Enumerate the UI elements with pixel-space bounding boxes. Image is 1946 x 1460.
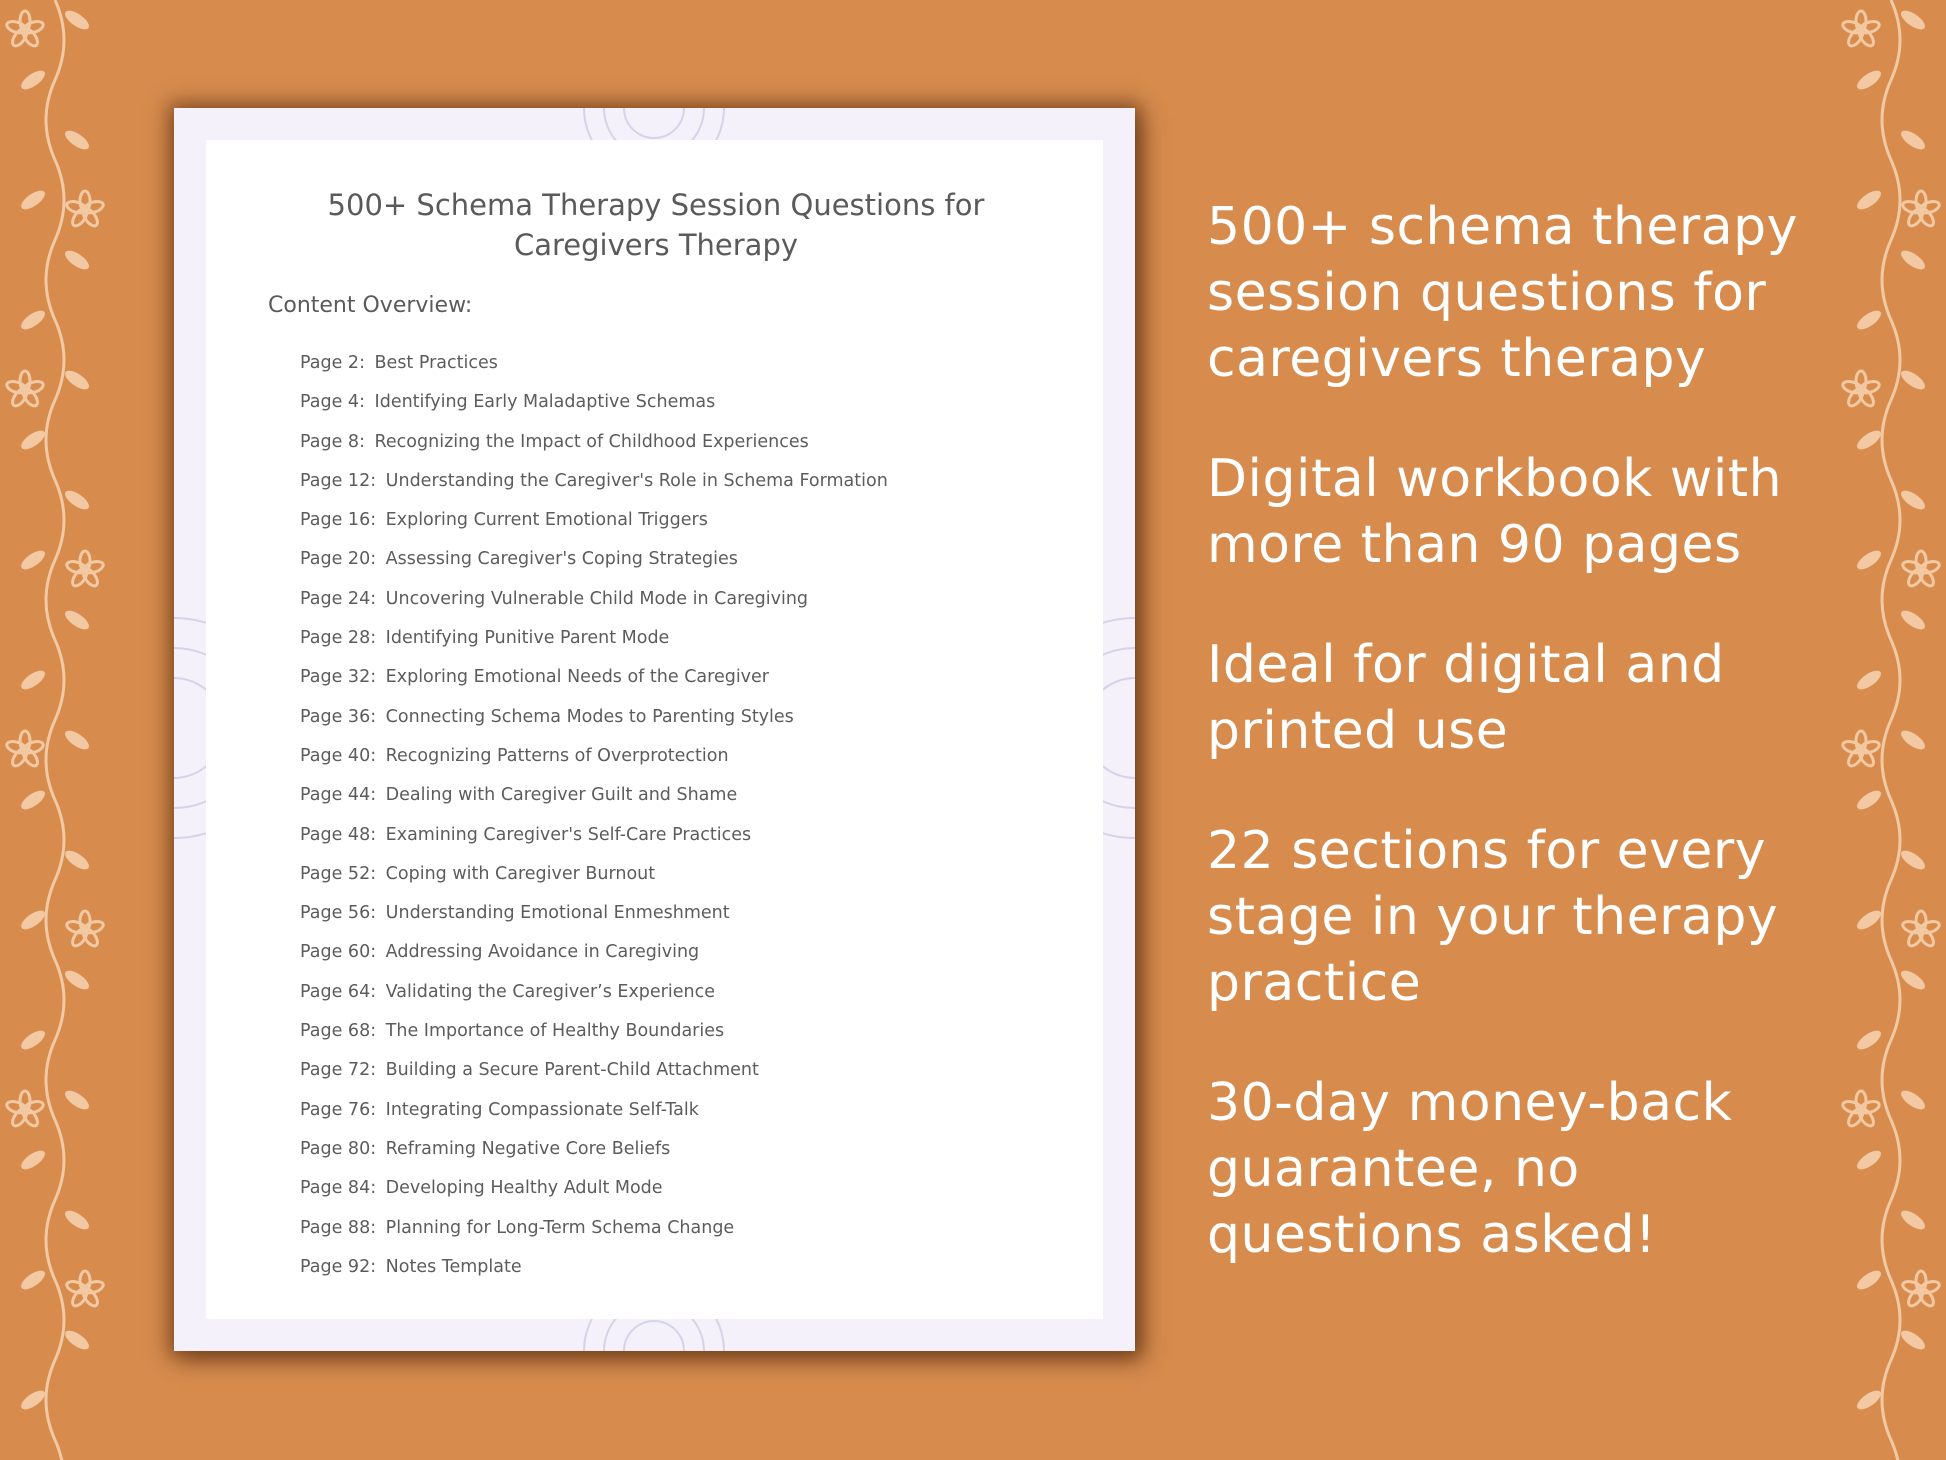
feature-line: 30-day money-back [1207, 1073, 1733, 1133]
toc-item [300, 580, 888, 619]
toc-item [300, 619, 888, 658]
toc-item [300, 776, 888, 815]
toc-section-title: Planning for Long-Term Schema Change [385, 1217, 735, 1238]
toc-item [300, 540, 888, 579]
toc-page-number: Page 80: [300, 1138, 377, 1159]
toc-page-number: Page 72: [300, 1060, 377, 1081]
toc-section-title: Exploring Current Emotional Triggers [385, 510, 708, 531]
toc-page-number: Page 44: [300, 785, 377, 806]
toc-section-title: Identifying Punitive Parent Mode [385, 628, 670, 649]
toc-section-title: Notes Template [385, 1256, 522, 1277]
toc-section-title: Coping with Caregiver Burnout [385, 863, 656, 884]
toc-page-number: Page 40: [300, 745, 377, 766]
toc-item [300, 1130, 888, 1169]
toc-page-number: Page 92: [300, 1256, 377, 1277]
toc-page-number: Page 88: [300, 1217, 377, 1238]
toc-page-number: Page 36: [300, 706, 377, 727]
feature-item [1207, 194, 1907, 392]
feature-line: 500+ schema therapy [1207, 197, 1798, 257]
toc-item [300, 344, 888, 383]
feature-line: Ideal for digital and [1207, 635, 1725, 695]
toc-item [300, 1248, 888, 1287]
toc-page-number: Page 8: [300, 431, 365, 452]
toc-page-number: Page 56: [300, 903, 377, 924]
toc-item [300, 698, 888, 737]
toc-item [300, 462, 888, 501]
toc-section-title: Connecting Schema Modes to Parenting Styles [385, 706, 794, 727]
content-overview-label: Content Overview: [268, 293, 473, 318]
document-page [174, 108, 1135, 1351]
feature-line: questions asked! [1207, 1205, 1657, 1265]
document-content [206, 140, 1103, 1319]
toc-item [300, 933, 888, 972]
toc-item [300, 423, 888, 462]
toc-page-number: Page 16: [300, 510, 377, 531]
feature-item [1207, 818, 1907, 1016]
toc-page-number: Page 12: [300, 470, 377, 491]
toc-page-number: Page 28: [300, 628, 377, 649]
toc-section-title: Reframing Negative Core Beliefs [385, 1138, 671, 1159]
toc-section-title: The Importance of Healthy Boundaries [385, 1021, 725, 1042]
toc-item [300, 855, 888, 894]
feature-line: session questions for [1207, 263, 1767, 323]
toc-page-number: Page 76: [300, 1099, 377, 1120]
toc-page-number: Page 68: [300, 1021, 377, 1042]
toc-item [300, 658, 888, 697]
toc-item [300, 1209, 888, 1248]
toc-item [300, 737, 888, 776]
document-title [306, 185, 1006, 265]
floral-vine-left-icon [0, 0, 130, 1460]
feature-line: printed use [1207, 701, 1509, 761]
document-title-line-1: 500+ Schema Therapy Session Questions for [327, 188, 985, 222]
feature-item [1207, 1070, 1907, 1268]
toc-section-title: Best Practices [374, 353, 498, 373]
toc-section-title: Understanding Emotional Enmeshment [385, 903, 730, 924]
toc-section-title: Assessing Caregiver's Coping Strategies [385, 549, 738, 570]
feature-line: stage in your therapy [1207, 887, 1779, 947]
toc-item [300, 1051, 888, 1090]
feature-line: 22 sections for every [1207, 821, 1767, 881]
feature-line: more than 90 pages [1207, 515, 1742, 575]
feature-item [1207, 632, 1907, 764]
feature-line: guarantee, no [1207, 1139, 1580, 1199]
toc-item [300, 894, 888, 933]
toc-section-title: Developing Healthy Adult Mode [385, 1178, 663, 1199]
toc-item [300, 1012, 888, 1051]
toc-item [300, 973, 888, 1012]
toc-page-number: Page 2: [300, 353, 365, 373]
feature-list [1207, 194, 1907, 1322]
toc-section-title: Identifying Early Maladaptive Schemas [374, 392, 716, 413]
toc-section-title: Recognizing the Impact of Childhood Experiences [374, 431, 809, 452]
toc-page-number: Page 48: [300, 824, 377, 845]
toc-page-number: Page 4: [300, 392, 365, 413]
toc-section-title: Addressing Avoidance in Caregiving [385, 942, 700, 963]
toc-page-number: Page 52: [300, 863, 377, 884]
feature-line: caregivers therapy [1207, 329, 1707, 389]
toc-page-number: Page 84: [300, 1178, 377, 1199]
feature-line: Digital workbook with [1207, 449, 1783, 509]
toc-section-title: Examining Caregiver's Self-Care Practices [385, 824, 752, 845]
toc-section-title: Recognizing Patterns of Overprotection [385, 745, 729, 766]
toc-item [300, 816, 888, 855]
toc-page-number: Page 32: [300, 667, 377, 688]
toc-page-number: Page 20: [300, 549, 377, 570]
toc-section-title: Integrating Compassionate Self-Talk [385, 1099, 699, 1120]
toc-section-title: Uncovering Vulnerable Child Mode in Caregiving [385, 588, 809, 609]
toc-section-title: Exploring Emotional Needs of the Caregiver [385, 667, 769, 688]
toc-page-number: Page 24: [300, 588, 377, 609]
feature-item [1207, 446, 1907, 578]
toc-section-title: Building a Secure Parent-Child Attachment [385, 1060, 759, 1081]
feature-line: practice [1207, 953, 1422, 1013]
toc-section-title: Dealing with Caregiver Guilt and Shame [385, 785, 738, 806]
toc-page-number: Page 64: [300, 981, 377, 1002]
toc-section-title: Understanding the Caregiver's Role in Schema Formation [385, 470, 888, 491]
toc-item [300, 383, 888, 422]
toc-item [300, 1169, 888, 1208]
toc-item [300, 1091, 888, 1130]
toc-item [300, 501, 888, 540]
toc-page-number: Page 60: [300, 942, 377, 963]
toc-section-title: Validating the Caregiver’s Experience [385, 981, 715, 1002]
document-title-line-2: Caregivers Therapy [513, 228, 799, 262]
table-of-contents [300, 344, 888, 1287]
